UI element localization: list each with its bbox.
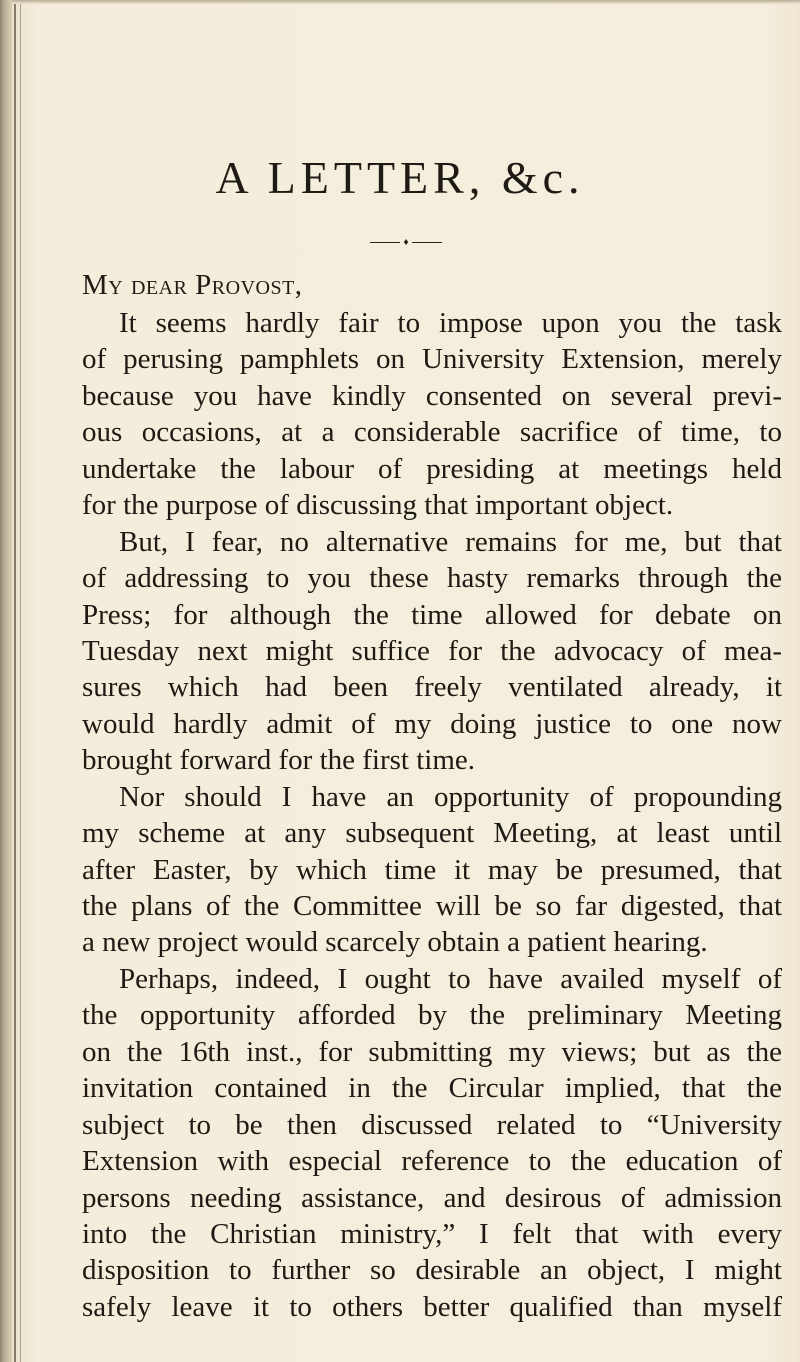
- letter-body: [82, 305, 782, 1325]
- text-line: would hardly admit of my doing justice to one now: [82, 707, 782, 740]
- salutation: [82, 266, 303, 304]
- text-line: a new project would scarcely obtain a patient hearing.: [82, 926, 708, 959]
- text-line: into the Christian ministry,” I felt that with every: [82, 1217, 782, 1250]
- text-line: persons needing assistance, and desirous of admission: [82, 1181, 782, 1214]
- text-line: because you have kindly consented on several previ-: [82, 379, 782, 412]
- ornament-rule-left: [370, 242, 400, 243]
- text-line: sures which had been freely ventilated already, it: [82, 671, 782, 704]
- text-line: brought forward for the first time.: [82, 744, 476, 777]
- text-line: on the 16th inst., for submitting my views; but as the: [82, 1035, 782, 1068]
- text-line: Press; for although the time allowed for debate on: [82, 598, 782, 631]
- text-line: It seems hardly fair to impose upon you the task: [119, 307, 782, 339]
- text-line: of addressing to you these hasty remarks through the: [82, 562, 782, 595]
- text-line: subject to be then discussed related to “University: [82, 1108, 782, 1141]
- text-line: invitation contained in the Circular implied, that the: [82, 1072, 782, 1105]
- heading-ornament: [370, 238, 442, 248]
- text-line: for the purpose of discussing that important object.: [82, 489, 674, 522]
- text-line: ous occasions, at a considerable sacrifice of time, to: [82, 416, 782, 449]
- text-line: Tuesday next might suffice for the advocacy of mea-: [82, 634, 782, 667]
- text-line: after Easter, by which time it may be presumed, that: [82, 853, 782, 886]
- text-line: my scheme at any subsequent Meeting, at least until: [82, 817, 782, 850]
- text-line: undertake the labour of presiding at meetings held: [82, 452, 782, 485]
- diamond-icon: ♦: [403, 237, 409, 248]
- text-line: But, I fear, no alternative remains for me, but that: [119, 525, 782, 558]
- ornament-rule-right: [412, 242, 442, 243]
- text-line: Extension with especial reference to the education of: [82, 1145, 782, 1178]
- text-line: disposition to further so desirable an object, I might: [82, 1254, 782, 1287]
- page-top-edge: [12, 0, 800, 4]
- salutation-text: My dear Provost,: [82, 269, 303, 301]
- text-line: Perhaps, indeed, I ought to have availed myself of: [119, 962, 782, 995]
- text-line: of perusing pamphlets on University Extension, merely: [82, 343, 782, 376]
- letter-heading: A LETTER, &c.: [215, 152, 585, 203]
- text-line: the plans of the Committee will be so far digested, that: [82, 890, 782, 922]
- text-line: Nor should I have an opportunity of propounding: [119, 780, 782, 813]
- text-line: the opportunity afforded by the preliminary Meeting: [82, 999, 782, 1032]
- text-line: safely leave it to others better qualified than myself: [82, 1290, 782, 1323]
